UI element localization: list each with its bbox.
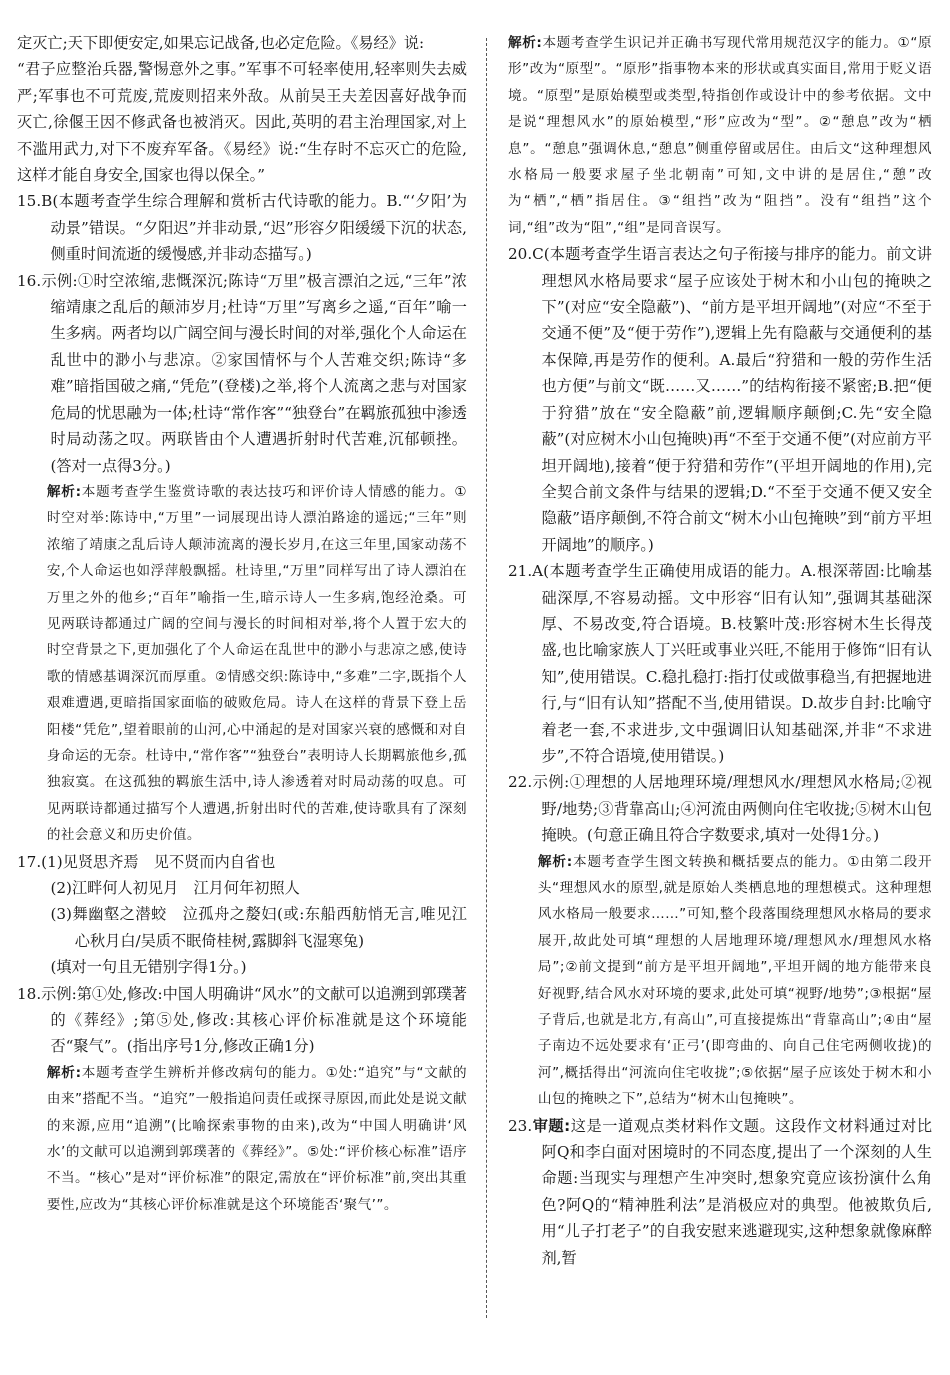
- answer-20: [508, 241, 932, 558]
- answer-21-text: (本题考查学生正确使用成语的能力。A.根深蒂固:比喻基础深厚,不容易动摇。文中形容“旧有认知”,强调其基础深厚、不易改变,符合语境。B.枝繁叶茂:形容树木生长得茂盛,也比喻家族人丁兴旺或事业兴旺,不能用于修饰“旧有认知”,使用错误。C.稳扎稳打:指打仗或做事稳当,有把握地进行,与“旧有认知”搭配不当,使用错误。D.故步自封:比喻守着老一套,不求进步,文中强调旧认知基础深,并非“不求进步”,不符合语境,使用错误。): [541, 562, 932, 765]
- answer-19-explanation: [508, 30, 932, 241]
- answer-17-line-3: (3)舞幽壑之潜蛟 泣孤舟之嫠妇(或:东船西舫悄无言,唯见江心秋月白/吴质不眠倚桂树,露脚斜飞湿寒兔): [50, 905, 467, 950]
- answer-23-text: 这是一道观点类材料作文题。这段作文材料通过对比阿Q和李白面对困境时的不同态度,提出了一个深刻的人生命题:当现实与理想产生冲突时,想象究竟应该扮演什么角色?阿Q的“精神胜利法”是消极应对的典型。他被欺负后,用“儿子打老子”的自我安慰来逃避现实,这种想象就像麻醉剂,暂: [541, 1116, 933, 1267]
- answer-18-number: 18.示例:: [17, 984, 77, 1003]
- explanation-text: 本题考查学生辨析并修改病句的能力。①处:“追究”与“文献的由来”搭配不当。“追究”一般指追问责任或探寻原因,而此处是说文献的来源,应用“追溯”(比喻探索事物的由来),改为“中国人明确讲‘风水’的文献可以追溯到郭璞著的《葬经》”。⑤处:“评价核心标准”语序不当。“核心”是对“评价标准”的限定,需放在“评价标准”前,突出其重要性,应改为“其核心评价标准就是这个环境能否‘聚气’”。: [46, 1064, 467, 1213]
- answer-22-text: ①理想的人居地理环境/理想风水/理想风水格局;②视野/地势;③背靠高山;④河流由两侧向住宅收拢;⑤树木山包掩映。(句意正确且符合字数要求,填对一处得1分。): [541, 773, 932, 845]
- answer-15: [17, 188, 467, 267]
- answer-21-number: 21.A: [508, 562, 544, 581]
- answer-16-text: ①时空浓缩,悲慨深沉;陈诗“万里”极言漂泊之远,“三年”浓缩靖康之乱后的颠沛岁月;杜诗“万里”写离乡之遥,“百年”喻一生多病。两者均以广阔空间与漫长时间的对举,强化个人命运在乱世中的渺小与悲凉。②家国情怀与个人苦难交织;陈诗“多难”暗指国破之痛,“凭危”(登楼)之举,将个人流离之悲与对国家危局的忧思融为一体;杜诗“常作客”“独登台”在羁旅孤独中渗透时局动荡之叹。两联皆由个人遭遇折射时代苦难,沉郁顿挫。(答对一点得3分。): [50, 271, 467, 475]
- answer-18-explanation: [17, 1060, 467, 1218]
- answer-17-line-1: (1)见贤思齐焉 见不贤而内自省也: [41, 852, 276, 871]
- top-fragment: 定灭亡;天下即便安定,如果忘记战备,也必定危险。《易经》说:: [17, 34, 425, 52]
- explanation-label: 解析:: [508, 35, 543, 51]
- translation-paragraph: “君子应整治兵器,警惕意外之事。”军事不可轻率使用,轻率则失去威严;军事也不可荒废,荒废则招来外敌。从前吴王夫差因喜好战争而灭亡,徐偃王因不修武备也被消灭。因此,英明的君主治理国家,对上不滥用武力,对下不废弃军备。《易经》说:“生存时不忘灭亡的危险,这样才能自身安全,国家也得以保全。”: [17, 60, 467, 185]
- explanation-label: 解析:: [46, 483, 82, 500]
- answer-16-explanation: [17, 479, 467, 849]
- answer-23-number: 23.: [508, 1116, 533, 1135]
- explanation-text: 本题考查学生鉴赏诗歌的表达技巧和评价诗人情感的能力。①时空对举:陈诗中,“万里”一词展现出诗人漂泊路途的遥远;“三年”则浓缩了靖康之乱后诗人颠沛流离的漫长岁月,在这三年里,国家动荡不安,个人命运也如浮萍般飘摇。杜诗里,“万里”同样写出了诗人漂泊在万里之外的他乡;“百年”喻指一生,暗示诗人一生多病,饱经沧桑。可见两联诗都通过广阔的空间与漫长的时间相对举,将个人置于宏大的时空背景之下,更加强化了个人命运在乱世中的渺小与悲凉之感,使诗歌的情感基调深沉而厚重。②情感交织:陈诗中,“多难”二字,既指个人艰难遭遇,更暗指国家面临的破败危局。诗人在这样的背景下登上岳阳楼“凭危”,望着眼前的山河,心中涌起的是对国家兴衰的感慨和对自身命运的无奈。杜诗中,“常作客”“独登台”表明诗人长期羁旅他乡,孤独寂寞。在这孤独的羁旅生活中,诗人渗透着对时局动荡的叹息。可见两联诗都通过描写个人遭遇,折射出时代的苦难,使诗歌具有了深刻的社会意义和历史价值。: [46, 483, 467, 844]
- answer-16-number: 16.示例:: [17, 271, 78, 290]
- explanation-label: 解析:: [46, 1064, 82, 1081]
- answer-18: [17, 981, 467, 1060]
- answer-20-number: 20.C: [508, 245, 544, 264]
- answer-17-line-4: (填对一句且无错别字得1分。): [50, 958, 247, 977]
- column-divider: [486, 38, 487, 1318]
- answer-15-text: (本题考查学生综合理解和赏析古代诗歌的能力。B.“‘夕阳’为动景”错误。“夕阳迟”并非动景,“迟”形容夕阳缓缓下沉的状态,侧重时间流逝的缓慢感,并非动态描写。): [50, 192, 467, 264]
- explanation-text: 本题考查学生识记并正确书写现代常用规范汉字的能力。①“原形”改为“原型”。“原形”指事物本来的形状或真实面目,常用于贬义语境。“原型”是原始模型或类型,特指创作或设计中的参考依据。文中是说“理想风水”的原始模型,“形”应改为“型”。②“憩息”改为“栖息”。“憩息”强调休息,“憩息”侧重停留或居住。由后文“这种理想风水格局一般要求屋子坐北朝南”可知,文中讲的是居住,“憩”改为“栖”,“栖”指居住。③“组挡”改为“阻挡”。没有“组挡”这个词,“组”改为“阻”,“组”是同音误写。: [508, 35, 932, 236]
- answer-15-number: 15.B: [17, 192, 53, 211]
- answer-18-text: 第①处,修改:中国人明确讲“风水”的文献可以追溯到郭璞著的《葬经》;第⑤处,修改:其核心评价标准就是这个环境能否“聚气”。(指出序号1分,修改正确1分): [50, 984, 467, 1056]
- explanation-text: 本题考查学生图文转换和概括要点的能力。①由第二段开头“理想风水的原型,就是原始人类栖息地的理想模式。这种理想风水格局一般要求……”可知,整个段落围绕理想风水格局的要求展开,故此处可填“理想的人居地理环境/理想风水/理想风水格局”;②前文提到“前方是平坦开阔地”,平坦开阔的地方能带来良好视野,结合风水对环境的要求,此处可填“视野/地势”;③根据“屋子背后,也就是北方,有高山”,可直接提炼出“背靠高山”;④由“屋子南边不远处要求有‘正弓’(即弯曲的、向自己住宅两侧收拢)的河”,概括得出“河流向住宅收拢”;⑤依据“屋子应该处于树木和小山包的掩映之下”,总结为“树木山包掩映”。: [537, 853, 932, 1108]
- answer-17: [17, 849, 467, 875]
- answer-20-text: (本题考查学生语言表达之句子衔接与排序的能力。前文讲理想风水格局要求“屋子应该处于树木和小山包的掩映之下”(对应“安全隐蔽”)、“前方是平坦开阔地”(对应“不至于交通不便”及“便于劳作”),逻辑上先有隐蔽与交通便利的基本保障,再是劳作的便利。A.最后“狩猎和一般的劳作生活也方便”与前文“既……又……”的结构衔接不紧密;B.把“便于狩猎”放在“安全隐蔽”前,逻辑顺序颠倒;C.先“安全隐蔽”(对应树木小山包掩映)再“不至于交通不便”(对应前方平坦开阔地),接着“便于狩猎和劳作”(平坦开阔地的作用),完全契合前文条件与结果的逻辑;D.“不至于交通不便又安全隐蔽”语序颠倒,不符合前文“树木小山包掩映”到“前方平坦开阔地”的顺序。): [541, 245, 932, 554]
- answer-17-number: 17.: [17, 852, 42, 871]
- left-column: [17, 34, 467, 1218]
- answer-17-line-2: (2)江畔何人初见月 江月何年初照人: [50, 879, 300, 897]
- explanation-label: 解析:: [537, 853, 573, 870]
- answer-16: [17, 268, 467, 479]
- answer-22: [508, 769, 932, 848]
- answer-22-explanation: [508, 849, 932, 1113]
- right-column: [508, 35, 933, 1271]
- answer-21: [508, 558, 932, 769]
- answer-23: [508, 1113, 932, 1271]
- answer-22-number: 22.示例:: [508, 773, 570, 792]
- answer-23-label: 审题:: [532, 1116, 571, 1135]
